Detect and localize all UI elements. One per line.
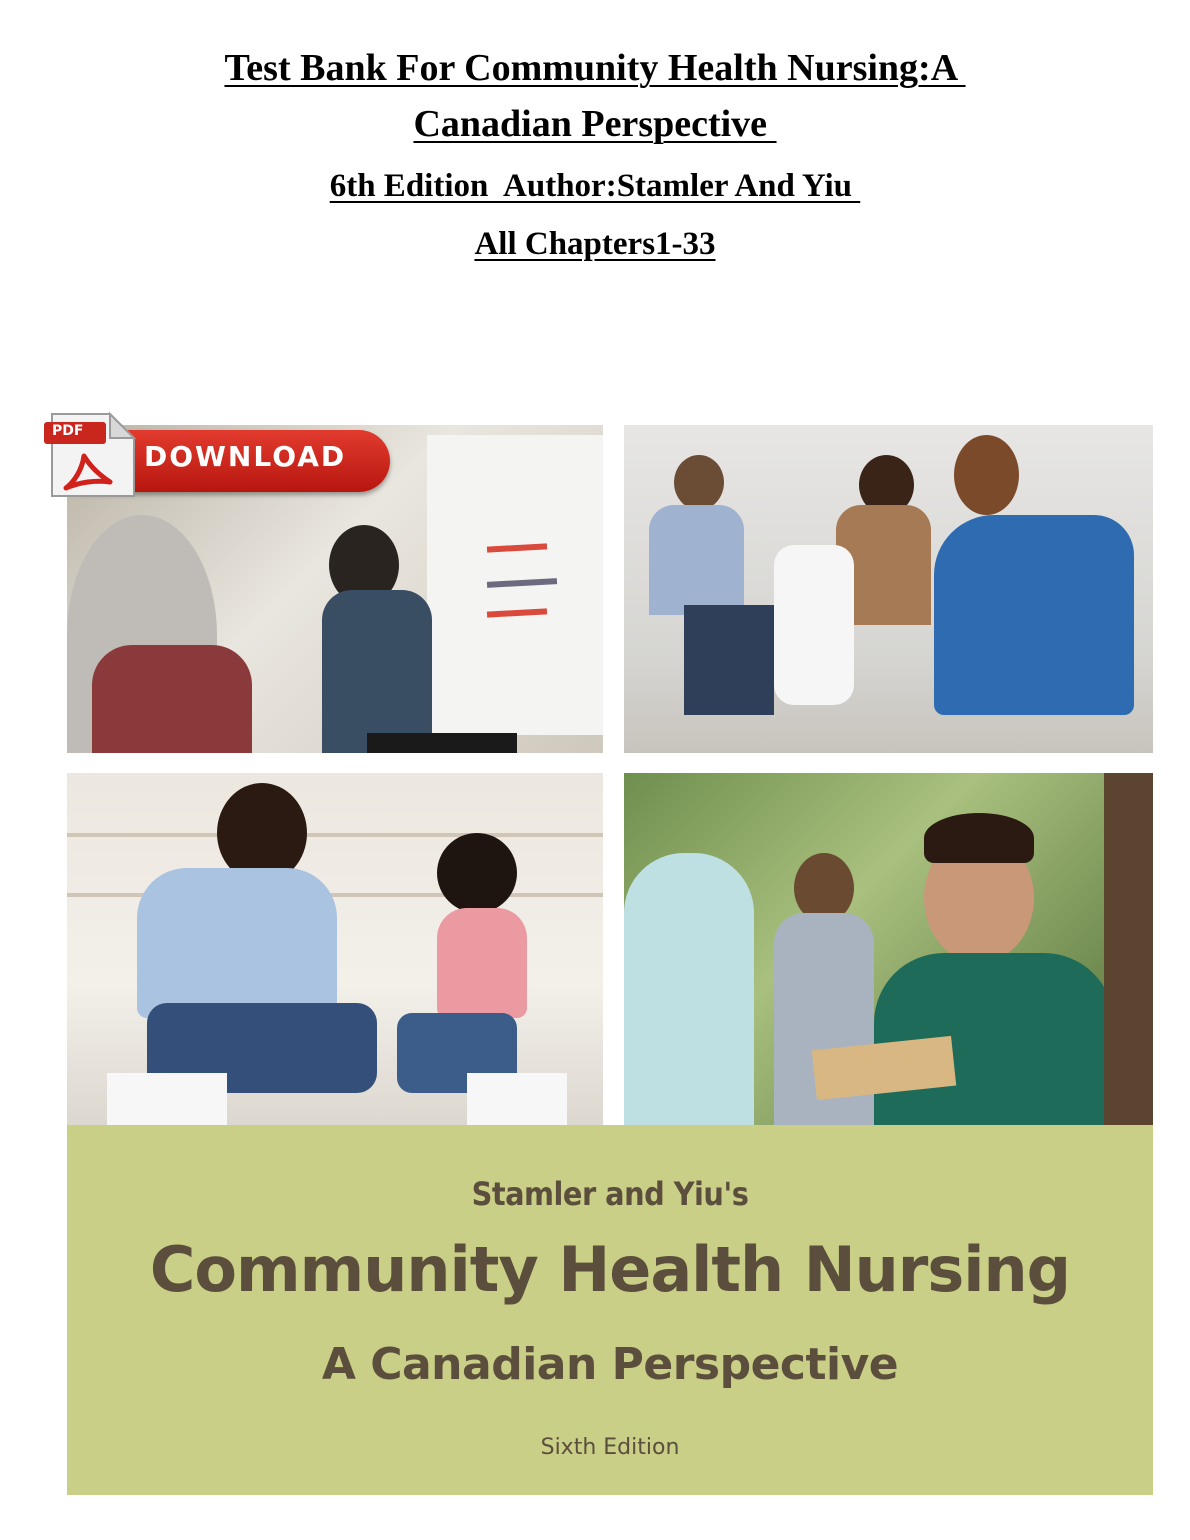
cover-book-subtitle: A Canadian Perspective	[321, 1339, 899, 1390]
document-title-line-1: Test Bank For Community Health Nursing:A	[224, 47, 966, 89]
pdf-download-button[interactable]	[36, 410, 396, 502]
cover-photo-family-visit	[67, 773, 603, 1125]
book-cover	[67, 425, 1153, 1495]
chapters-line: All Chapters1-33	[474, 226, 716, 262]
cover-author-subtitle: Stamler and Yiu's	[471, 1175, 749, 1213]
cover-edition: Sixth Edition	[540, 1435, 680, 1460]
cover-book-title: Community Health Nursing	[149, 1233, 1071, 1306]
cover-photo-vaccination	[624, 425, 1153, 753]
cover-title-band	[67, 1125, 1153, 1495]
document-title-line-2: Canadian Perspective	[413, 103, 777, 145]
cover-photo-outdoor-nurse	[624, 773, 1153, 1125]
edition-author-line: 6th Edition Author:Stamler And Yiu	[329, 168, 861, 204]
pdf-icon-label: PDF	[52, 423, 84, 439]
download-button-label: DOWNLOAD	[144, 440, 347, 473]
